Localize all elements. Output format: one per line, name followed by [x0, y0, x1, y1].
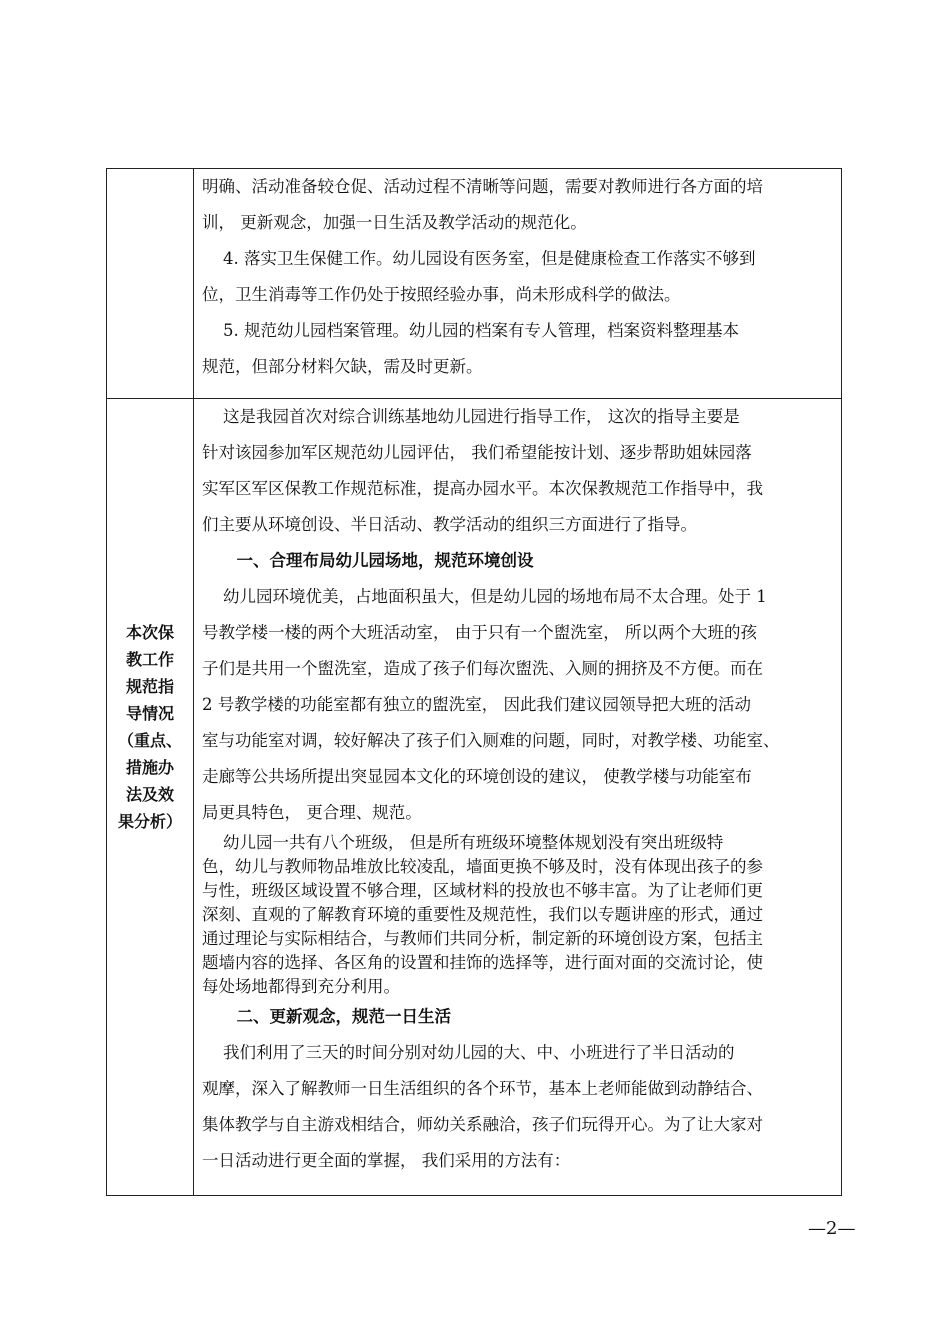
text-line: 色，幼儿与教师物品堆放比较凌乱，墙面更换不够及时，没有体现出孩子的参 — [202, 857, 763, 876]
label-line: （重点、 — [117, 731, 182, 750]
row2-label — [107, 619, 193, 835]
text-line: 规范，但部分材料欠缺，需及时更新。 — [202, 357, 483, 376]
text-line: 针对该园参加军区规范幼儿园评估， 我们希望能按计划、逐步帮助姐妹园落 — [202, 443, 752, 462]
label-line: 法及效 — [125, 785, 174, 804]
page-number: —2— — [808, 1218, 856, 1239]
text-line: 明确、活动准备较仓促、活动过程不清晰等问题，需要对教师进行各方面的培 — [202, 177, 763, 196]
label-line: 教工作 — [125, 650, 174, 669]
text-line: 观摩，深入了解教师一日生活组织的各个环节，基本上老师能做到动静结合、 — [202, 1079, 763, 1098]
text-line: 幼儿园一共有八个班级， 但是所有班级环境整体规划没有突出班级特 — [202, 833, 724, 852]
text-line: 位，卫生消毒等工作仍处于按照经验办事，尚未形成科学的做法。 — [202, 285, 681, 304]
label-line: 本次保 — [125, 623, 174, 642]
text-line: 走廊等公共场所提出突显园本文化的环境创设的建议， 使教学楼与功能室布 — [202, 767, 752, 786]
section-heading: 一、合理布局幼儿园场地，规范环境创设 — [202, 551, 534, 570]
row1-content — [202, 169, 840, 385]
text-line: 号教学楼一楼的两个大班活动室， 由于只有一个盥洗室， 所以两个大班的孩 — [202, 623, 757, 642]
text-line: 2 号教学楼的功能室都有独立的盥洗室， 因此我们建议园领导把大班的活动 — [202, 695, 751, 714]
row2-content — [202, 399, 840, 1179]
column-divider — [193, 169, 194, 1195]
text-line: 深刻、直观的了解教育环境的重要性及规范性，我们以专题讲座的形式，通过 — [202, 905, 763, 924]
text-line: 一日活动进行更全面的掌握， 我们采用的方法有： — [202, 1151, 571, 1170]
text-line: 训， 更新观念，加强一日生活及教学活动的规范化。 — [202, 213, 587, 232]
section-heading: 二、更新观念，规范一日生活 — [202, 1007, 451, 1026]
text-line: 每处场地都得到充分利用。 — [202, 977, 400, 996]
text-line: 实军区军区保教工作规范标准，提高办园水平。本次保教规范工作指导中，我 — [202, 479, 763, 498]
text-line: 室与功能室对调，较好解决了孩子们入厕难的问题，同时，对教学楼、功能室、 — [202, 731, 780, 750]
text-line: 们主要从环境创设、半日活动、教学活动的组织三方面进行了指导。 — [202, 515, 697, 534]
label-line: 果分析） — [117, 812, 182, 831]
text-line: 集体教学与自主游戏相结合，师幼关系融洽，孩子们玩得开心。为了让大家对 — [202, 1115, 763, 1134]
label-line: 规范指 — [125, 677, 174, 696]
text-line: 局更具特色， 更合理、规范。 — [202, 803, 422, 822]
text-line: 4. 落实卫生保健工作。幼儿园设有医务室，但是健康检查工作落实不够到 — [202, 249, 756, 268]
text-line: 题墙内容的选择、各区角的设置和挂饰的选择等，进行面对面的交流讨论，使 — [202, 953, 763, 972]
text-line: 这是我园首次对综合训练基地幼儿园进行指导工作， 这次的指导主要是 — [202, 407, 740, 426]
text-line: 幼儿园环境优美，占地面积虽大，但是幼儿园的场地布局不太合理。处于 1 — [202, 587, 767, 606]
text-line: 子们是共用一个盥洗室，造成了孩子们每次盥洗、入厕的拥挤及不方便。而在 — [202, 659, 763, 678]
label-line: 导情况 — [125, 704, 174, 723]
text-line: 与性，班级区域设置不够合理，区域材料的投放也不够丰富。为了让老师们更 — [202, 881, 763, 900]
form-table — [106, 168, 842, 1196]
label-line: 措施办 — [125, 758, 174, 777]
text-line: 我们利用了三天的时间分别对幼儿园的大、中、小班进行了半日活动的 — [202, 1043, 735, 1062]
text-line: 通过理论与实际相结合，与教师们共同分析，制定新的环境创设方案，包括主 — [202, 929, 763, 948]
text-line: 5. 规范幼儿园档案管理。幼儿园的档案有专人管理，档案资料整理基本 — [202, 321, 739, 340]
